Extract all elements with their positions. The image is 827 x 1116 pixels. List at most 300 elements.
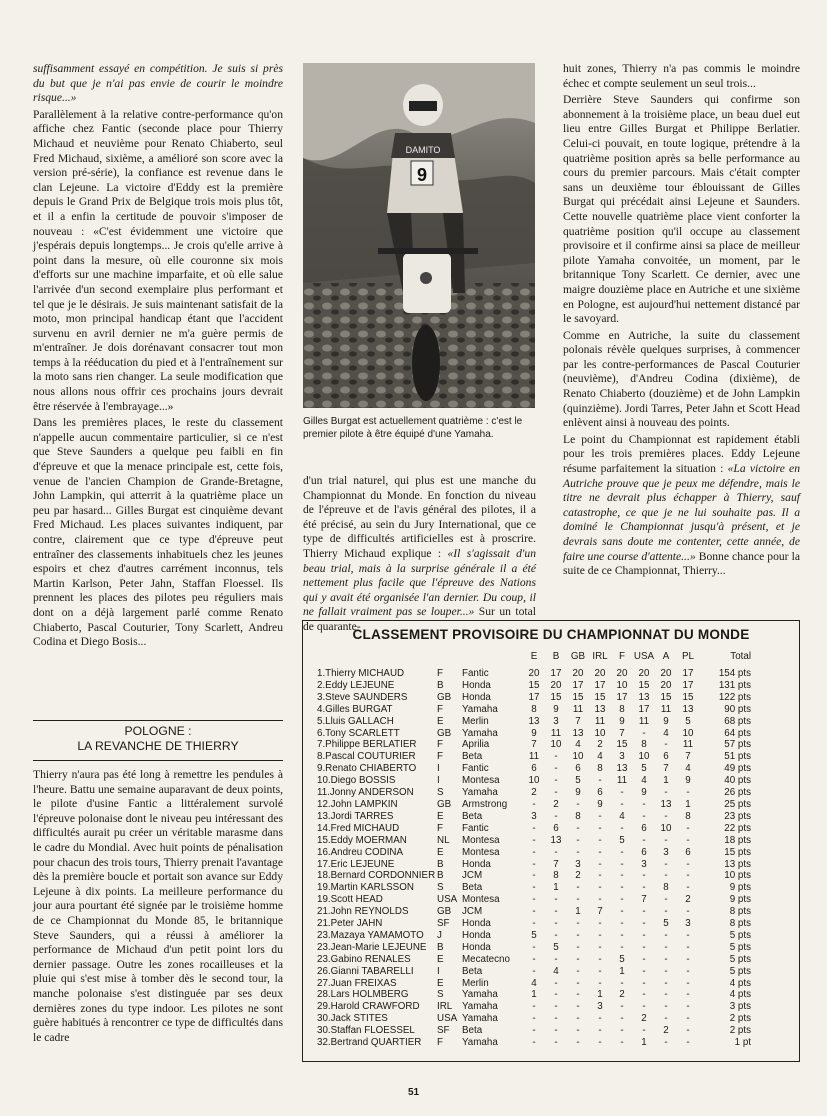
rider-name: 11.Jonny ANDERSON [317,787,414,799]
header-empty [437,651,462,668]
round-score: - [620,1025,624,1037]
round-score: 11 [638,715,650,727]
round-score: 9 [575,787,581,799]
column-header: B [552,651,560,662]
round-score: - [686,929,690,941]
round-score: - [620,918,624,930]
rider-nationality: I [437,763,440,775]
round-score: 11 [660,703,672,715]
rider-nationality: B [437,858,444,870]
round-score: 15 [594,691,606,703]
rider-nationality: S [437,787,444,799]
round-score: - [686,870,690,882]
round-score: - [576,1025,580,1037]
round-score: - [620,870,624,882]
round-score: 8 [575,810,581,822]
rider-brand: Montesa [462,846,500,858]
section-heading-pologne [33,720,283,754]
table-row [317,942,751,954]
rider-nationality: S [437,882,444,894]
round-score: 3 [531,810,537,822]
round-score: 15 [572,691,584,703]
round-score: - [532,1001,536,1013]
round-score: - [686,1025,690,1037]
round-score: 17 [594,679,606,691]
round-score: - [642,1025,646,1037]
total-points: 26 pts [724,787,751,799]
table-row [317,692,751,704]
round-score: - [554,1025,558,1037]
article-column-2 [303,474,536,637]
round-score: - [664,953,668,965]
table-row [317,799,751,811]
rider-nationality: E [437,977,444,989]
round-score: 1 [619,965,625,977]
round-score: - [642,977,646,989]
round-score: - [686,977,690,989]
rider-nationality: USA [437,1013,458,1025]
rider-name: 9.Renato CHIABERTO [317,763,417,775]
round-score: - [664,810,668,822]
round-score: 6 [553,822,559,834]
round-score: 8 [685,810,691,822]
round-score: 3 [663,846,669,858]
table-row [317,811,751,823]
rider-nationality: NL [437,834,450,846]
round-score: 17 [682,668,694,679]
round-score: 11 [594,715,606,727]
round-score: - [664,1001,668,1013]
round-score: - [554,1001,558,1013]
rider-nationality: SF [437,918,450,930]
round-score: - [576,822,580,834]
round-score: - [532,858,536,870]
round-score: 9 [531,727,537,739]
rider-brand: Montesa [462,834,500,846]
round-score: 11 [682,739,694,751]
round-score: 4 [663,727,669,739]
round-score: 15 [660,691,672,703]
standings-body [317,668,751,1049]
round-score: 8 [531,703,537,715]
rider-name: 26.Gianni TABARELLI [317,965,414,977]
round-score: - [642,989,646,1001]
round-score: - [642,810,646,822]
round-score: - [576,834,580,846]
quote-eddy-lejeune: «La victoire en Autriche prouve que je peux me défendre, mais le titre ne devrait plus échapper à Thierry, sauf catastrophe, ce que je ne lui souhaite pas. Il a dominé le Championnat jusqu'à présent, et je devrais sans doute me contenter, cette année, de faire une course d'attente...» [563,462,801,563]
rider-nationality: E [437,953,444,965]
round-score: 6 [685,846,691,858]
round-score: - [532,822,536,834]
round-score: - [598,870,602,882]
round-score: 4 [597,751,603,763]
table-row [317,763,751,775]
total-points: 23 pts [724,810,751,822]
round-score: - [576,798,580,810]
round-score: - [642,870,646,882]
round-score: - [532,953,536,965]
round-score: - [532,882,536,894]
round-score: - [620,1037,624,1049]
total-points: 13 pts [724,858,751,870]
round-score: 5 [685,715,691,727]
round-score: 7 [685,751,691,763]
table-row [317,823,751,835]
round-score: 1 [575,906,581,918]
total-points: 131 pts [718,679,751,691]
total-points: 64 pts [724,727,751,739]
table-row [317,882,751,894]
rider-brand: Honda [462,918,491,930]
round-score: - [598,822,602,834]
round-score: - [686,941,690,953]
table-row [317,1001,751,1013]
column-header: PL [682,651,694,662]
round-score: 13 [616,763,628,775]
rider-nationality: S [437,989,444,1001]
round-score: 6 [597,787,603,799]
total-points: 18 pts [724,834,751,846]
total-points: 9 pts [729,882,751,894]
total-points: 57 pts [724,739,751,751]
round-score: 17 [550,668,562,679]
round-score: - [664,906,668,918]
rider-nationality: B [437,870,444,882]
paragraph-col1-2: Parallèlement à la relative contre-performance qu'on affiche chez Fantic (seconde place pour Thierry Michaud et neuvième pour Renato Chiaberto, seul Fred Michaud, sixième, a amélioré son score avec la version pré-série), la confiance est revenue dans le clan Lejeune. La victoire d'Eddy est la première depuis le Grand Prix de Belgique trois mois plus tôt, et il a enfin la certitude de pouvoir s'imposer de nouveau : «C'est évidemment une victoire que j'espérais depuis longtemps... Je crois qu'elle arrive à point dans la mesure, où elle couronne six mois d'efforts sur une machine imparfaite, et où elle salue l'arrivée d'un second exemplaire plus performant et tel que je le désirais. Je suis maintenant satisfait de la moto, mon principal handicap étant que l'accident survenu en avril dernier ne m'a guère permis de m'entraîner. Je dois dorénavant consacrer tout mon temps à la rééducation du pied et à l'entraînement sur la moto sans rien changer. La seule modification que nous allons nous offrir ces prochains jours devrait être réservée à l'embrayage...» [33,107,283,413]
round-score: - [620,858,624,870]
total-points: 9 pts [729,894,751,906]
rider-name: 23.Gabino RENALES [317,953,411,965]
column-header: GB [570,651,586,662]
round-score: 10 [682,727,694,739]
total-points: 90 pts [724,703,751,715]
rider-brand: Armstrong [462,798,508,810]
round-score: - [664,941,668,953]
paragraph-col1-1: suffisamment essayé en compétition. Je suis si près du but que je n'ai pas envie de courir le moindre risque...» [33,62,283,105]
total-points: 8 pts [729,906,751,918]
table-row [317,966,751,978]
round-score: - [686,787,690,799]
rider-nationality: I [437,965,440,977]
round-score: 7 [641,894,647,906]
round-score: 10 [638,751,650,763]
round-score: 20 [528,668,540,679]
round-score: 3 [685,918,691,930]
round-score: 20 [616,668,628,679]
rider-nationality: GB [437,691,452,703]
rider-brand: Montesa [462,775,500,787]
section-heading-line-2: LA REVANCHE DE THIERRY [77,739,239,753]
rider-nationality: GB [437,727,452,739]
round-score: 2 [597,739,603,751]
round-score: - [532,1013,536,1025]
rider-brand: Fantic [462,822,489,834]
rider-brand: Beta [462,810,483,822]
round-score: - [664,1037,668,1049]
rider-brand: Fantic [462,668,489,679]
round-score: 7 [575,715,581,727]
round-score: - [686,858,690,870]
total-points: 22 pts [724,822,751,834]
table-row [317,894,751,906]
table-row [317,859,751,871]
round-score: 5 [619,834,625,846]
round-score: - [576,965,580,977]
rider-nationality: F [437,1037,443,1049]
round-score: 6 [531,763,537,775]
round-score: - [554,989,558,1001]
round-score: - [620,977,624,989]
round-score: - [642,965,646,977]
rider-nationality: E [437,810,444,822]
rider-nationality: F [437,822,443,834]
rider-name: 12.John LAMPKIN [317,798,398,810]
round-score: - [532,1025,536,1037]
round-score: - [532,965,536,977]
round-score: - [664,787,668,799]
round-score: 5 [663,918,669,930]
table-row [317,716,751,728]
total-points: 122 pts [718,691,751,703]
round-score: 2 [553,798,559,810]
round-score: 2 [575,870,581,882]
rider-nationality: USA [437,894,458,906]
round-score: - [686,882,690,894]
section-heading-line-1: POLOGNE : [124,724,192,738]
round-score: - [576,977,580,989]
rider-brand: JCM [462,870,483,882]
round-score: 10 [616,679,628,691]
round-score: - [642,929,646,941]
rider-brand: Merlin [462,715,489,727]
round-score: - [664,965,668,977]
table-row [317,1013,751,1025]
round-score: - [554,751,558,763]
rider-nationality: F [437,739,443,751]
total-points: 2 pts [729,1013,751,1025]
page-number: 51 [407,1087,420,1098]
rider-brand: Beta [462,882,483,894]
round-score: - [598,775,602,787]
round-score: 7 [663,763,669,775]
round-score: - [598,810,602,822]
total-points: 1 pt [734,1037,751,1049]
rider-photo-image [303,63,535,408]
round-score: 3 [641,858,647,870]
rider-name: 16.Andreu CODINA [317,846,404,858]
rider-name: 21.Peter JAHN [317,918,383,930]
table-row [317,918,751,930]
quote-thierry-michaud: «Il s'agissait d'un beau trial, mais à la surprise générale il a été nettement plus facile que l'épreuve des Nations qui y avait été organisée l'an dernier. Du coup, il ne fallait vraiment pas se louper...» [303,546,536,619]
round-score: 13 [550,834,562,846]
rider-brand: Yamaha [462,1001,498,1013]
round-score: 20 [660,668,672,679]
round-score: 1 [553,882,559,894]
rider-nationality: F [437,668,443,679]
round-score: 10 [572,751,584,763]
rider-nationality: F [437,703,443,715]
round-score: - [642,834,646,846]
rider-nationality: IRL [437,1001,453,1013]
paragraph-col3-4 [563,433,800,579]
round-score: 7 [553,858,559,870]
round-score: - [686,1001,690,1013]
paragraph-col3-4-end: Bonne chance pour la suite de ce Championnat, Thierry... [563,549,800,578]
round-score: - [598,977,602,989]
total-points: 2 pts [729,1025,751,1037]
round-score: - [576,989,580,1001]
table-row [317,1025,751,1037]
round-score: - [532,870,536,882]
rider-brand: JCM [462,906,483,918]
round-score: - [554,929,558,941]
standings-box [302,620,800,1062]
round-score: 17 [638,703,650,715]
paragraph-col3-2: Derrière Steve Saunders qui confirme son abonnement à la troisième place, un beau duel eut lieu entre Gilles Burgat et Philippe Berlatier. Celui-ci pouvait, en toute logique, prétendre à la quatrième position après sa belle performance au cours du premier parcours. Mais c'était compter sans un deuxième tour éblouissant de Gilles Burgat qui précédait ainsi Lejeune et Saunders. Cette nouvelle quatrième place vient conforter la quatrième position qu'il occupe au classement provisoire et il confirme ainsi sa place de meilleur pilote Yamaha convoitée, un moment, par le britannique Tony Scarlett. Ce dernier, avec une maigre douzième place en Autriche et une sixième en Pologne, est aujourd'hui nettement distancé par le savoyard. [563,93,800,326]
rider-brand: Honda [462,929,491,941]
round-score: 13 [682,703,694,715]
round-score: - [576,1001,580,1013]
table-row [317,668,751,680]
round-score: - [598,894,602,906]
total-points: 51 pts [724,751,751,763]
rider-name: 14.Fred MICHAUD [317,822,400,834]
column-header: Total [730,651,751,662]
standings-table [317,651,751,1049]
round-score: - [598,918,602,930]
round-score: - [576,918,580,930]
round-score: 13 [638,691,650,703]
rider-name: 1.Thierry MICHAUD [317,668,405,679]
round-score: 10 [550,739,562,751]
article-column-1 [33,62,283,652]
rider-nationality: SF [437,1025,450,1037]
total-points: 154 pts [718,668,751,679]
total-points: 15 pts [724,846,751,858]
round-score: - [576,1013,580,1025]
round-score: - [620,1001,624,1013]
round-score: - [620,1013,624,1025]
rider-name: 19.Martin KARLSSON [317,882,414,894]
round-score: - [554,953,558,965]
round-score: - [554,918,558,930]
round-score: 20 [638,668,650,679]
round-score: - [642,798,646,810]
round-score: - [642,882,646,894]
rider-name: 3.Steve SAUNDERS [317,691,408,703]
total-points: 5 pts [729,929,751,941]
rider-brand: Beta [462,965,483,977]
rider-nationality: E [437,846,444,858]
round-score: - [576,1037,580,1049]
standings-header-row [317,651,751,668]
table-row [317,704,751,716]
round-score: 6 [663,751,669,763]
standings-title: CLASSEMENT PROVISOIRE DU CHAMPIONNAT DU MONDE [352,627,750,642]
rider-brand: Honda [462,858,491,870]
round-score: 5 [641,763,647,775]
round-score: - [598,1013,602,1025]
rider-nationality: I [437,775,440,787]
rider-brand: Honda [462,941,491,953]
table-row [317,989,751,1001]
round-score: - [642,727,646,739]
round-score: 6 [641,822,647,834]
rider-brand: Honda [462,679,491,691]
round-score: 3 [619,751,625,763]
table-row [317,1037,751,1049]
round-score: 6 [641,846,647,858]
total-points: 5 pts [729,941,751,953]
round-score: 2 [531,787,537,799]
round-score: - [576,882,580,894]
rider-name: 5.Lluis GALLACH [317,715,394,727]
rider-nationality: E [437,715,444,727]
rider-brand: Yamaha [462,1013,498,1025]
round-score: 20 [550,679,562,691]
rider-name: 27.Juan FREIXAS [317,977,397,989]
total-points: 10 pts [724,870,751,882]
round-score: - [620,822,624,834]
round-score: - [686,953,690,965]
rider-name: 4.Gilles BURGAT [317,703,393,715]
total-points: 8 pts [729,918,751,930]
paragraph-pologne: Thierry n'aura pas été long à remettre les pendules à l'heure. Battu une semaine auparavant de deux points, le pilote d'usine Fantic a littéralement survolé l'épreuve polonaise dont le niveau peu intéressant des difficultés aurait pu créer un véritable marasme dans le cadre du Mondial. Avec huit points de pénalisation pour chacun des trois tours, Thierry prenait l'avantage dès la première boucle et portait son avance sur Eddy Lejeune à dix points. La meilleure performance du jour aura pourtant été signée par le troisième homme de ce Championnat du Monde 85, le britannique Steve Saunders, qui a réussi à améliorer la performance de Michaud d'un petit point lors du dernier passage. Outre les zones rocailleuses et la pluie qui s'est mise à tomber dès le second tour, la manche polonaise s'est distinguée par ses deux dernières zones du type indoor. Les pilotes ne sont guère habitués à rencontrer ce type de difficultés dans le cadre [33,768,283,1044]
round-score: 1 [663,775,669,787]
round-score: 4 [553,965,559,977]
rider-brand: Fantic [462,763,489,775]
round-score: 15 [528,679,540,691]
round-score: - [642,941,646,953]
rider-name: 15.Eddy MOERMAN [317,834,407,846]
round-score: 9 [553,703,559,715]
table-row [317,739,751,751]
round-score: 17 [572,679,584,691]
round-score: - [598,1037,602,1049]
rider-nationality: B [437,679,444,691]
round-score: 17 [528,691,540,703]
photo-caption: Gilles Burgat est actuellement quatrième : c'est le premier pilote à être équipé d'une Yamaha. [303,416,523,440]
round-score: - [686,834,690,846]
total-points: 68 pts [724,715,751,727]
paragraph-col3-1: huit zones, Thierry n'a pas commis le moindre échec et compte seulement un seul trois... [563,62,800,90]
round-score: - [664,739,668,751]
round-score: 5 [619,953,625,965]
round-score: 4 [685,763,691,775]
column-header: USA [633,651,655,662]
table-row [317,978,751,990]
round-score: 5 [575,775,581,787]
total-points: 49 pts [724,763,751,775]
round-score: - [576,929,580,941]
round-score: 20 [572,668,584,679]
round-score: - [576,953,580,965]
round-score: 4 [619,810,625,822]
round-score: - [642,1001,646,1013]
table-row [317,906,751,918]
round-score: 1 [641,1037,647,1049]
rider-nationality: J [437,929,442,941]
rider-brand: Beta [462,1025,483,1037]
table-row [317,847,751,859]
round-score: - [620,882,624,894]
round-score: 3 [553,715,559,727]
round-score: - [532,834,536,846]
rider-name: 28.Lars HOLMBERG [317,989,409,1001]
round-score: 7 [597,906,603,918]
round-score: 9 [685,775,691,787]
round-score: - [664,870,668,882]
